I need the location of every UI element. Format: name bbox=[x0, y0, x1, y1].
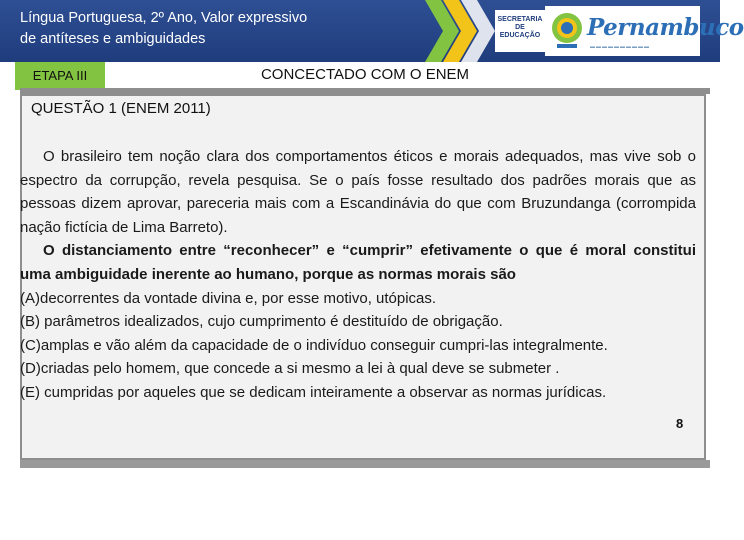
pernambuco-wordmark: Pernambuco bbox=[587, 14, 744, 41]
header-bar bbox=[0, 0, 744, 62]
option-a: (A)decorrentes da vontade divina e, por esse motivo, utópicas. bbox=[20, 289, 437, 307]
government-logo bbox=[495, 6, 744, 56]
option-b: (B) parâmetros idealizados, cujo cumprimento é destituído de obrigação. bbox=[20, 313, 503, 331]
lesson-title bbox=[20, 8, 380, 50]
section-title: CONCECTADO COM O ENEM bbox=[260, 66, 470, 83]
question-body bbox=[20, 145, 696, 405]
secretaria-label: SECRETARIA DE EDUCAÇÃO bbox=[497, 16, 543, 39]
option-d: (D)criadas pelo homem, que concede a si mesmo a lei à qual deve se submeter . bbox=[20, 360, 560, 378]
lesson-title-line1: Língua Portuguesa, 2º Ano, Valor expressivo bbox=[20, 10, 308, 26]
question-paragraph: O brasileiro tem noção clara dos comportamentos éticos e morais adequados, mas vive sob o espectro da corrupção, revela pesquisa. Se o país fosse resultado dos padrões morais que as pessoas dizem aprovar, pareceria mais com a Escandinávia do que com Bruzundanga (corrompida nação fictícia de Lima Barreto). bbox=[20, 148, 696, 236]
state-emblem-icon bbox=[549, 6, 585, 54]
option-c: (C)amplas e vão além da capacidade de o indivíduo conseguir cumpri-las integralmente. bbox=[20, 336, 608, 354]
option-e: (E) cumpridas por aqueles que se dedicam inteiramente a observar as normas jurídicas. bbox=[20, 383, 607, 401]
page-number: 8 bbox=[676, 416, 684, 431]
panel-bottom-strip bbox=[20, 460, 710, 468]
chevron-decoration-icon bbox=[425, 0, 495, 62]
wordmark-underline-decoration: ▬▬▬▬▬▬▬▬▬▬ bbox=[590, 44, 650, 50]
stage-badge: ETAPA III bbox=[15, 62, 105, 90]
question-prompt: O distanciamento entre “reconhecer” e “cumprir” efetivamente o que é moral constitui uma ambiguidade inerente ao humano, porque as normas morais são bbox=[20, 242, 696, 283]
question-title: QUESTÃO 1 (ENEM 2011) bbox=[31, 100, 211, 117]
lesson-title-line2: de antíteses e ambiguidades bbox=[20, 31, 206, 47]
